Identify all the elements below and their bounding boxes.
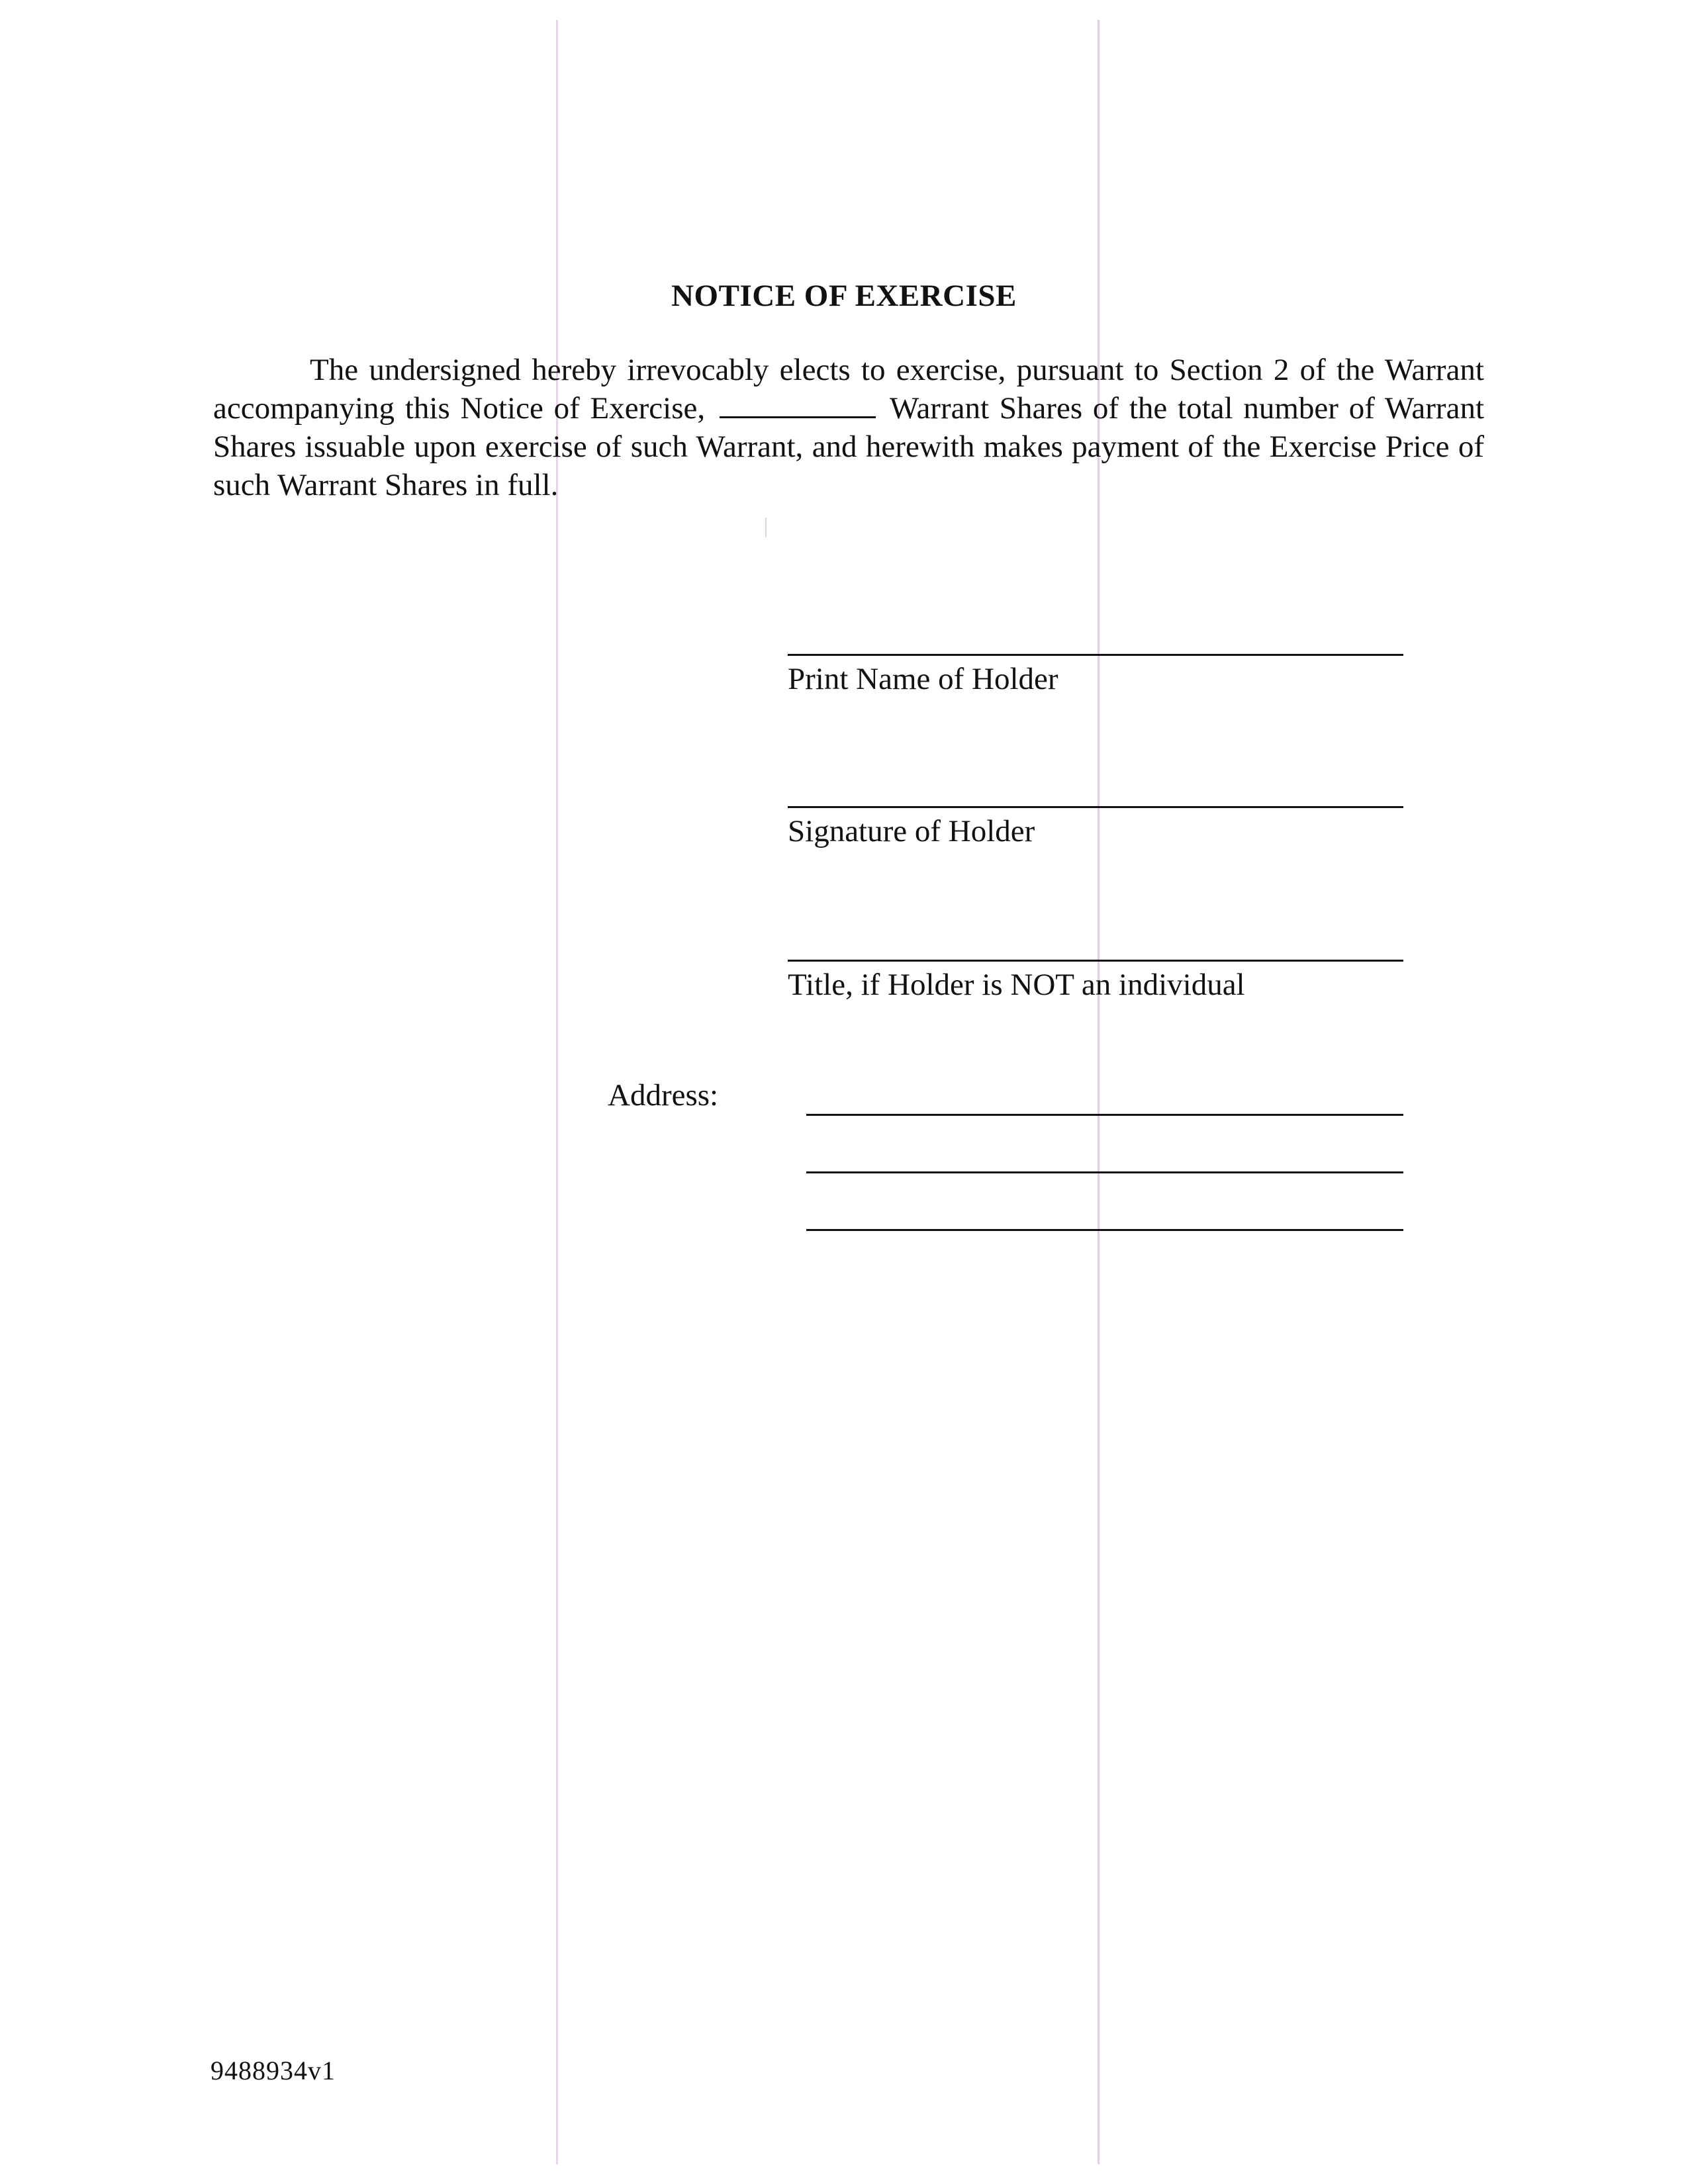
print-name-line[interactable]	[788, 654, 1403, 656]
title-label: Title, if Holder is NOT an individual	[788, 968, 1245, 1002]
paragraph-text-part2: Warrant Shares of the total number of Warrant Shares issuable upon exercise of such Warrant, and herewith makes payment of the Exercise Price of such Warrant Shares in full.	[213, 391, 1485, 502]
address-line-2[interactable]	[806, 1171, 1403, 1173]
exercise-paragraph	[213, 351, 1484, 504]
signature-label: Signature of Holder	[788, 814, 1035, 848]
signature-line[interactable]	[788, 806, 1403, 808]
signature-field	[788, 806, 1403, 849]
print-name-field	[788, 654, 1403, 697]
scan-artifact-line	[1098, 20, 1100, 2164]
address-label: Address:	[608, 1078, 719, 1113]
scan-artifact-line	[556, 20, 558, 2164]
title-field	[788, 960, 1403, 1003]
document-id: 9488934v1	[211, 2056, 336, 2085]
warrant-shares-blank[interactable]	[720, 391, 876, 418]
scan-speck	[765, 518, 767, 537]
address-line-1[interactable]	[806, 1114, 1403, 1116]
paragraph-text-part1: The undersigned hereby irrevocably elects to exercise, pursuant to Section 2 of the Warrant accompanying this Notice of Exercise,	[213, 353, 1484, 426]
title-line[interactable]	[788, 960, 1403, 962]
print-name-label: Print Name of Holder	[788, 662, 1058, 696]
document-title: NOTICE OF EXERCISE	[671, 279, 1017, 313]
address-line-3[interactable]	[806, 1229, 1403, 1231]
